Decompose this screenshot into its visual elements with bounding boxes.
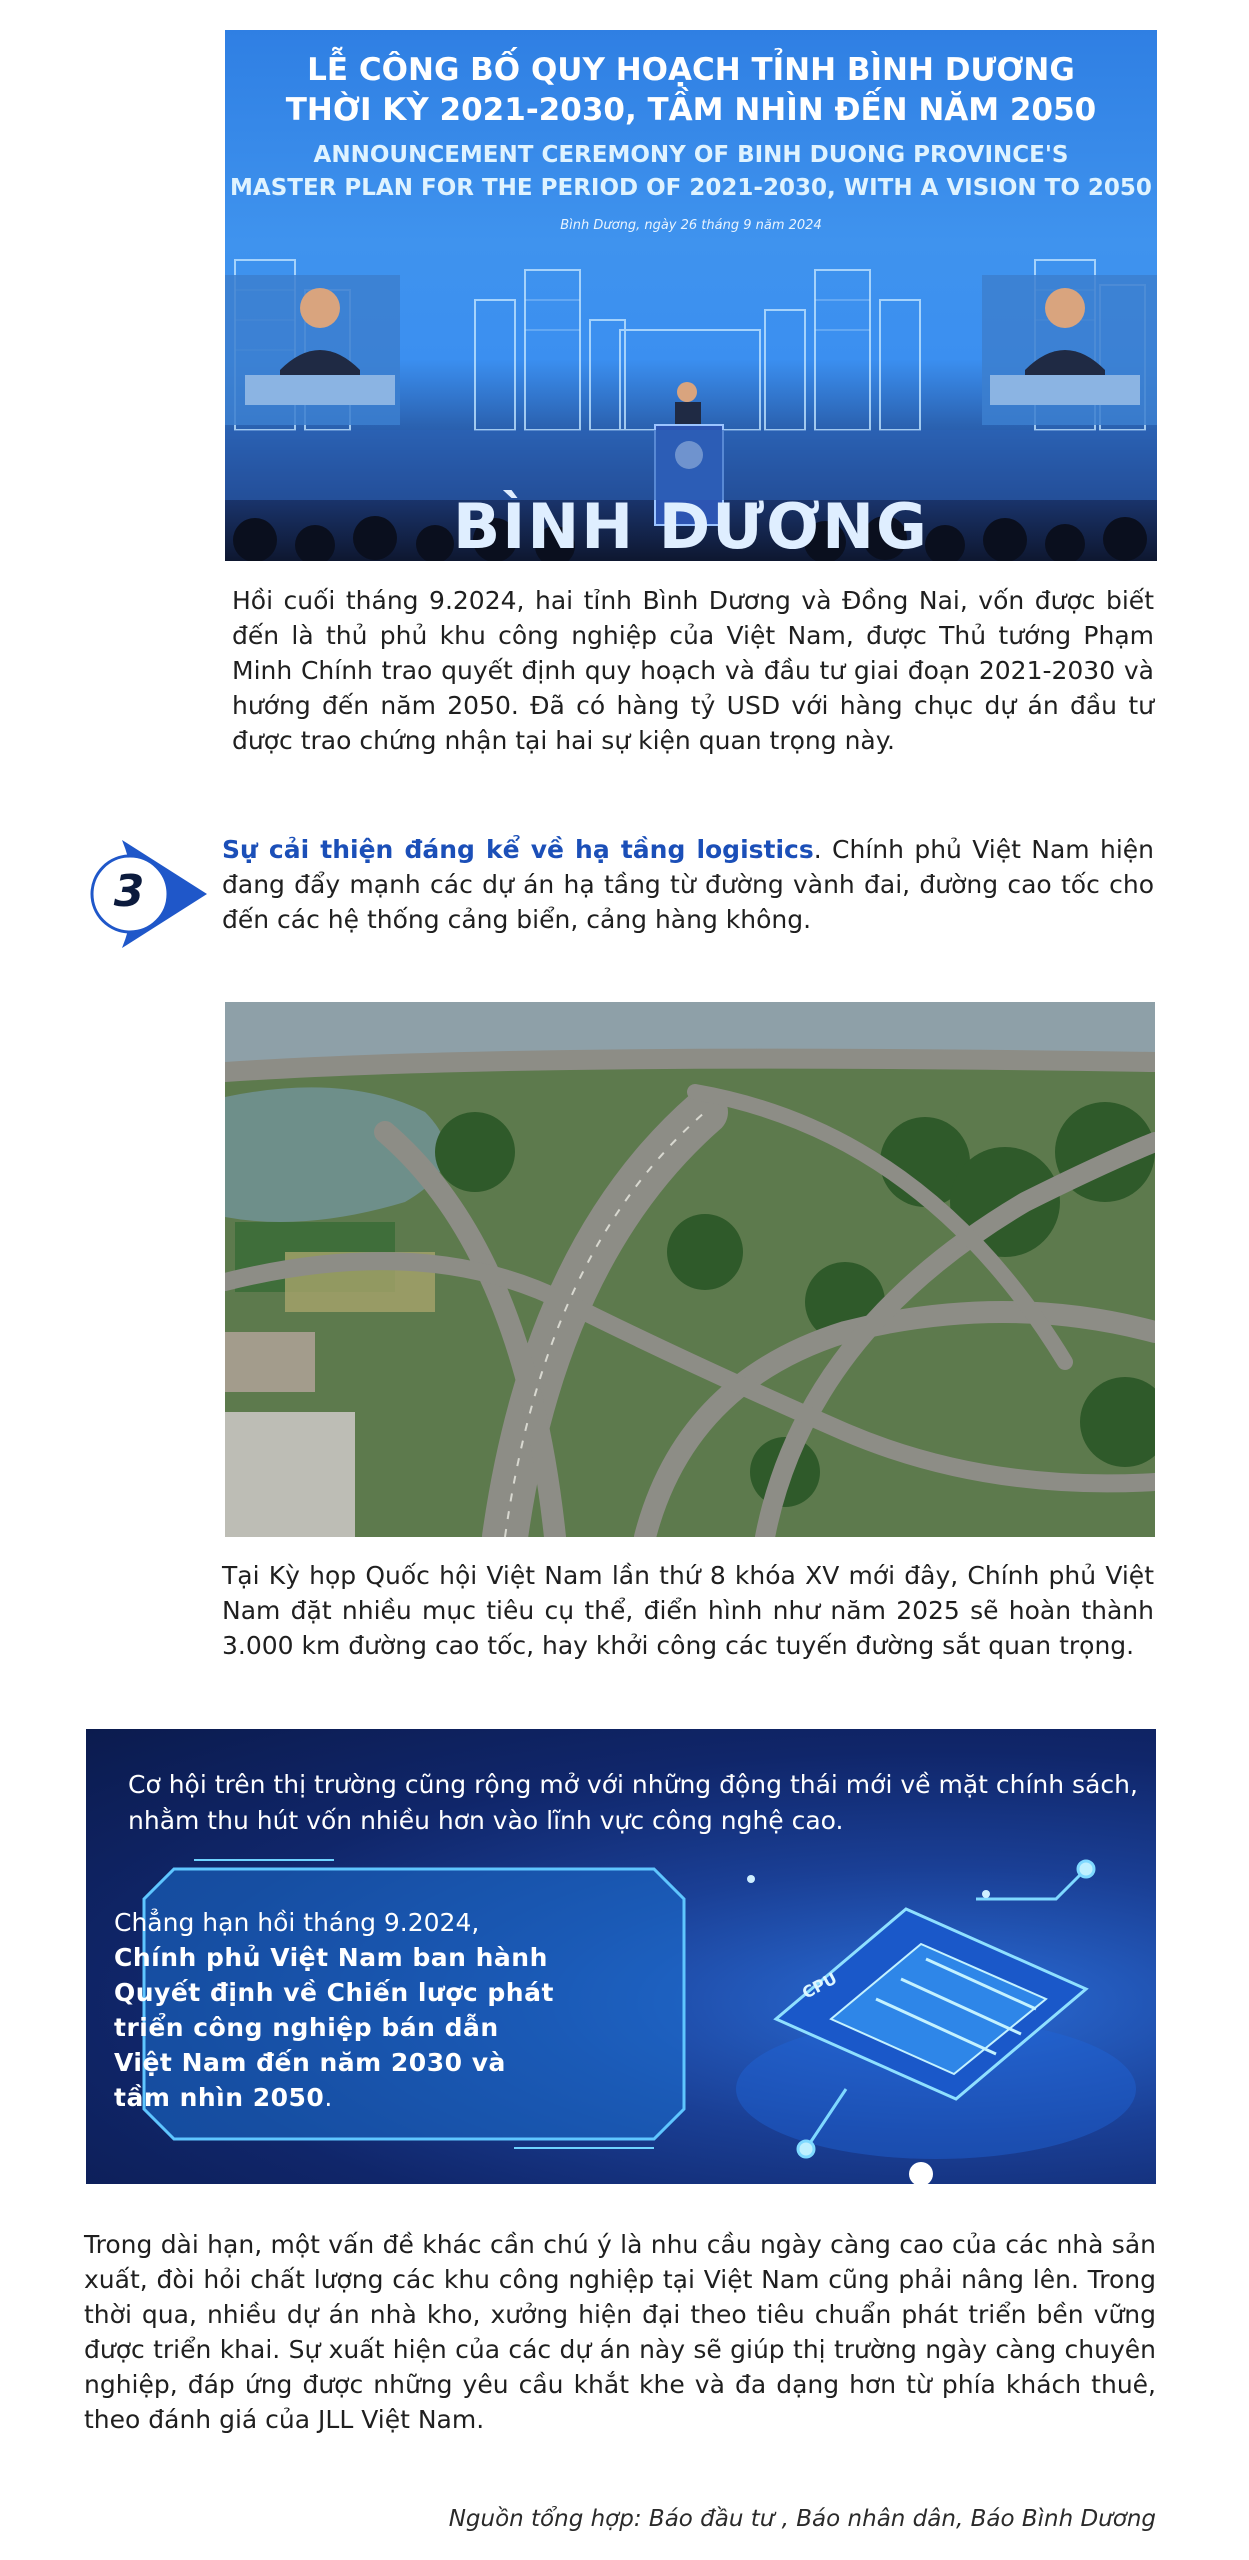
paragraph-long-term: Trong dài hạn, một vấn đề khác cần chú ý là nhu cầu ngày càng cao của các nhà sản xuất, đòi hỏi chất lượng các khu công nghiệp tại Việt Nam cũng phải nâng lên. Trong thời qua, nhiều dự án nhà kho, xưởng hiện đại theo tiêu chuẩn phát triển bền vững được triển khai. Sự xuất hiện của các dự án này sẽ giúp thị trường ngày càng chuyên nghiệp, đáp ứng được những yêu cầu khắt khe và đa dạng hơn từ phía khách thuê, theo đánh giá của JLL Việt Nam. [84, 2230, 1156, 2434]
banner-title-vi-line1: LỄ CÔNG BỐ QUY HOẠCH TỈNH BÌNH DƯƠNG [307, 52, 1075, 88]
section-number-badge [82, 836, 212, 952]
aerial-highway-illustration [225, 1002, 1155, 1537]
paragraph-ceremony: Hồi cuối tháng 9.2024, hai tỉnh Bình Dương và Đồng Nai, vốn được biết đến là thủ phủ khu công nghiệp của Việt Nam, được Thủ tướng Phạm Minh Chính trao quyết định quy hoạch và đầu tư giai đoạn 2021-2030 và hướng đến năm 2050. Đã có hàng tỷ USD với hàng chục dự án đầu tư được trao chứng nhận tại hai sự kiện quan trọng này. [232, 586, 1154, 755]
strategy-lead: Chẳng hạn hồi tháng 9.2024, [114, 1908, 480, 1937]
banner-date: Bình Dương, ngày 26 tháng 9 năm 2024 [560, 218, 822, 233]
semiconductor-strategy-text [114, 1905, 554, 2115]
section-body: . Chính phủ Việt Nam hiện đang đẩy mạnh các dự án hạ tầng từ đường vành đai, đường cao tốc cho đến các hệ thống cảng biển, cảng hàng không. [222, 835, 1154, 934]
chip-label: CPU [798, 1968, 841, 2003]
source-citation: Nguồn tổng hợp: Báo đầu tư , Báo nhân dân, Báo Bình Dương [448, 2506, 1156, 2532]
paragraph-national-assembly: Tại Kỳ họp Quốc hội Việt Nam lần thứ 8 khóa XV mới đây, Chính phủ Việt Nam đặt nhiều mục tiêu cụ thể, điển hình như năm 2025 sẽ hoàn thành 3.000 km đường cao tốc, hay khởi công các tuyến đường sắt quan trọng. [222, 1561, 1154, 1660]
tech-box-intro: Cơ hội trên thị trường cũng rộng mở với những động thái mới về mặt chính sách, nhằm thu hút vốn nhiều hơn vào lĩnh vực công nghệ cao. [128, 1770, 1138, 1835]
paragraph-logistics [222, 832, 1154, 937]
ceremony-banner-image [225, 30, 1157, 561]
section-number: 3 [113, 866, 145, 917]
strategy-end: . [324, 2083, 333, 2112]
strategy-decision: Chính phủ Việt Nam ban hành Quyết định về Chiến lược phát triển công nghiệp bán dẫn Việt Nam đến năm 2030 và tầm nhìn 2050 [114, 1943, 554, 2112]
section-heading: Sự cải thiện đáng kể về hạ tầng logistics [222, 835, 814, 864]
highway-interchange-image [225, 1002, 1155, 1537]
banner-big-word: BÌNH DƯƠNG [453, 490, 929, 561]
banner-title-en-line2: MASTER PLAN FOR THE PERIOD OF 2021-2030, WITH A VISION TO 2050 [230, 175, 1152, 201]
banner-title-en-line1: ANNOUNCEMENT CEREMONY OF BINH DUONG PROVINCE'S [313, 142, 1069, 168]
banner-title-vi-line2: THỜI KỲ 2021-2030, TẦM NHÌN ĐẾN NĂM 2050 [285, 92, 1097, 128]
